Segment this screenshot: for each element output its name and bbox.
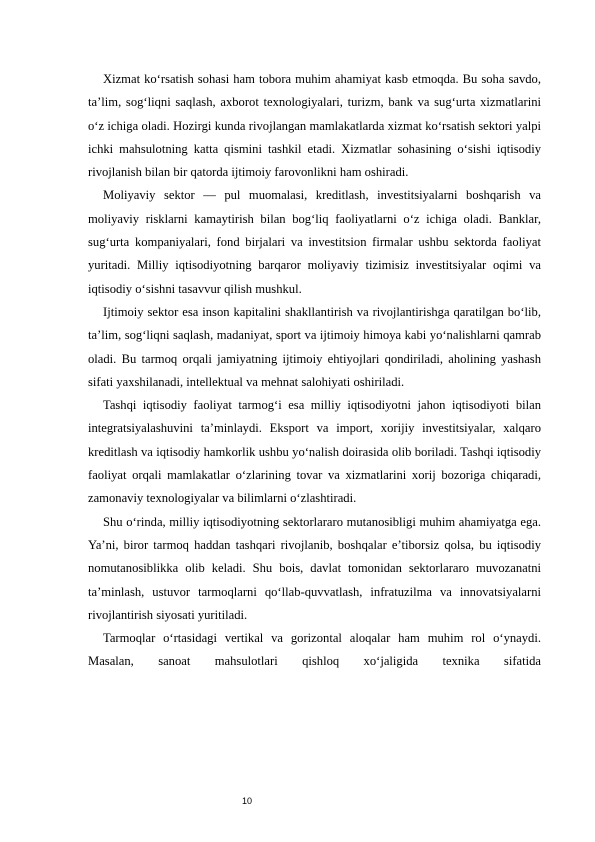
paragraph-services-sector: Xizmat ko‘rsatish sohasi ham tobora muhim ahamiyat kasb etmoqda. Bu soha savdo, ta’lim, sog‘liqni saqlash, axborot texnologiyalari, turizm, bank va sug‘urta xizmatlarini o‘z ichiga oladi. Hozirgi kunda rivojlangan mamlakatlarda xizmat ko‘rsatish sektori yalpi ichki mahsulotning katta qismini tashkil etadi. Xizmatlar sohasining o‘sishi iqtisodiy rivojlanish bilan bir qatorda ijtimoiy farovonlikni ham oshiradi. (88, 72, 541, 180)
paragraph-financial-sector: Moliyaviy sektor — pul muomalasi, kreditlash, investitsiyalarni boshqarish va moliyaviy risklarni kamaytirish bilan bog‘liq faoliyatlarni o‘z ichiga oladi. Banklar, sug‘urta kompaniyalari, fond birjalari va investitsion firmalar ushbu sektorda faoliyat yuritadi. Milliy iqtisodiyotning barqaror moliyaviy tizimisiz investitsiyalar oqimi va iqtisodiy o‘sishni tasavvur qilish mushkul. (88, 188, 541, 296)
document-body (88, 68, 541, 674)
page-number: 10 (241, 796, 252, 806)
paragraph-foreign-economic-activity: Tashqi iqtisodiy faoliyat tarmog‘i esa milliy iqtisodiyotni jahon iqtisodiyoti bilan integratsiyalashuvini ta’minlaydi. Eksport va import, xorijiy investitsiyalar, xalqaro kreditlash va iqtisodiy hamkorlik ushbu yo‘nalish doirasida olib boriladi. Tashqi iqtisodiy faoliyat orqali mamlakatlar o‘zlarining tovar va xizmatlarini xorij bozoriga chiqaradi, zamonaviy texnologiyalar va bilimlarni o‘zlashtiradi. (88, 398, 541, 506)
paragraph-vertical-horizontal-links: Tarmoqlar o‘rtasidagi vertikal va gorizontal aloqalar ham muhim rol o‘ynaydi. Masalan, sanoat mahsulotlari qishloq xo‘jaligida texnika sifatida (88, 631, 541, 669)
paragraph-social-sector: Ijtimoiy sektor esa inson kapitalini shakllantirish va rivojlantirishga qaratilgan bo‘lib, ta’lim, sog‘liqni saqlash, madaniyat, sport va ijtimoiy himoya kabi yo‘nalishlarni qamrab oladi. Bu tarmoq orqali jamiyatning ijtimoiy ehtiyojlari qondiriladi, aholining yashash sifati yaxshilanadi, intellektual va mehnat salohiyati oshiriladi. (88, 304, 541, 389)
paragraph-intersectoral-balance: Shu o‘rinda, milliy iqtisodiyotning sektorlararo mutanosibligi muhim ahamiyatga ega. Ya’ni, biror tarmoq haddan tashqari rivojlanib, boshqalar e’tiborsiz qolsa, bu iqtisodiy nomutanosiblikka olib keladi. Shu bois, davlat tomonidan sektorlararo muvozanatni ta’minlash, ustuvor tarmoqlarni qo‘llab-quvvatlash, infratuzilma va innovatsiyalarni rivojlantirish siyosati yuritiladi. (88, 514, 541, 622)
